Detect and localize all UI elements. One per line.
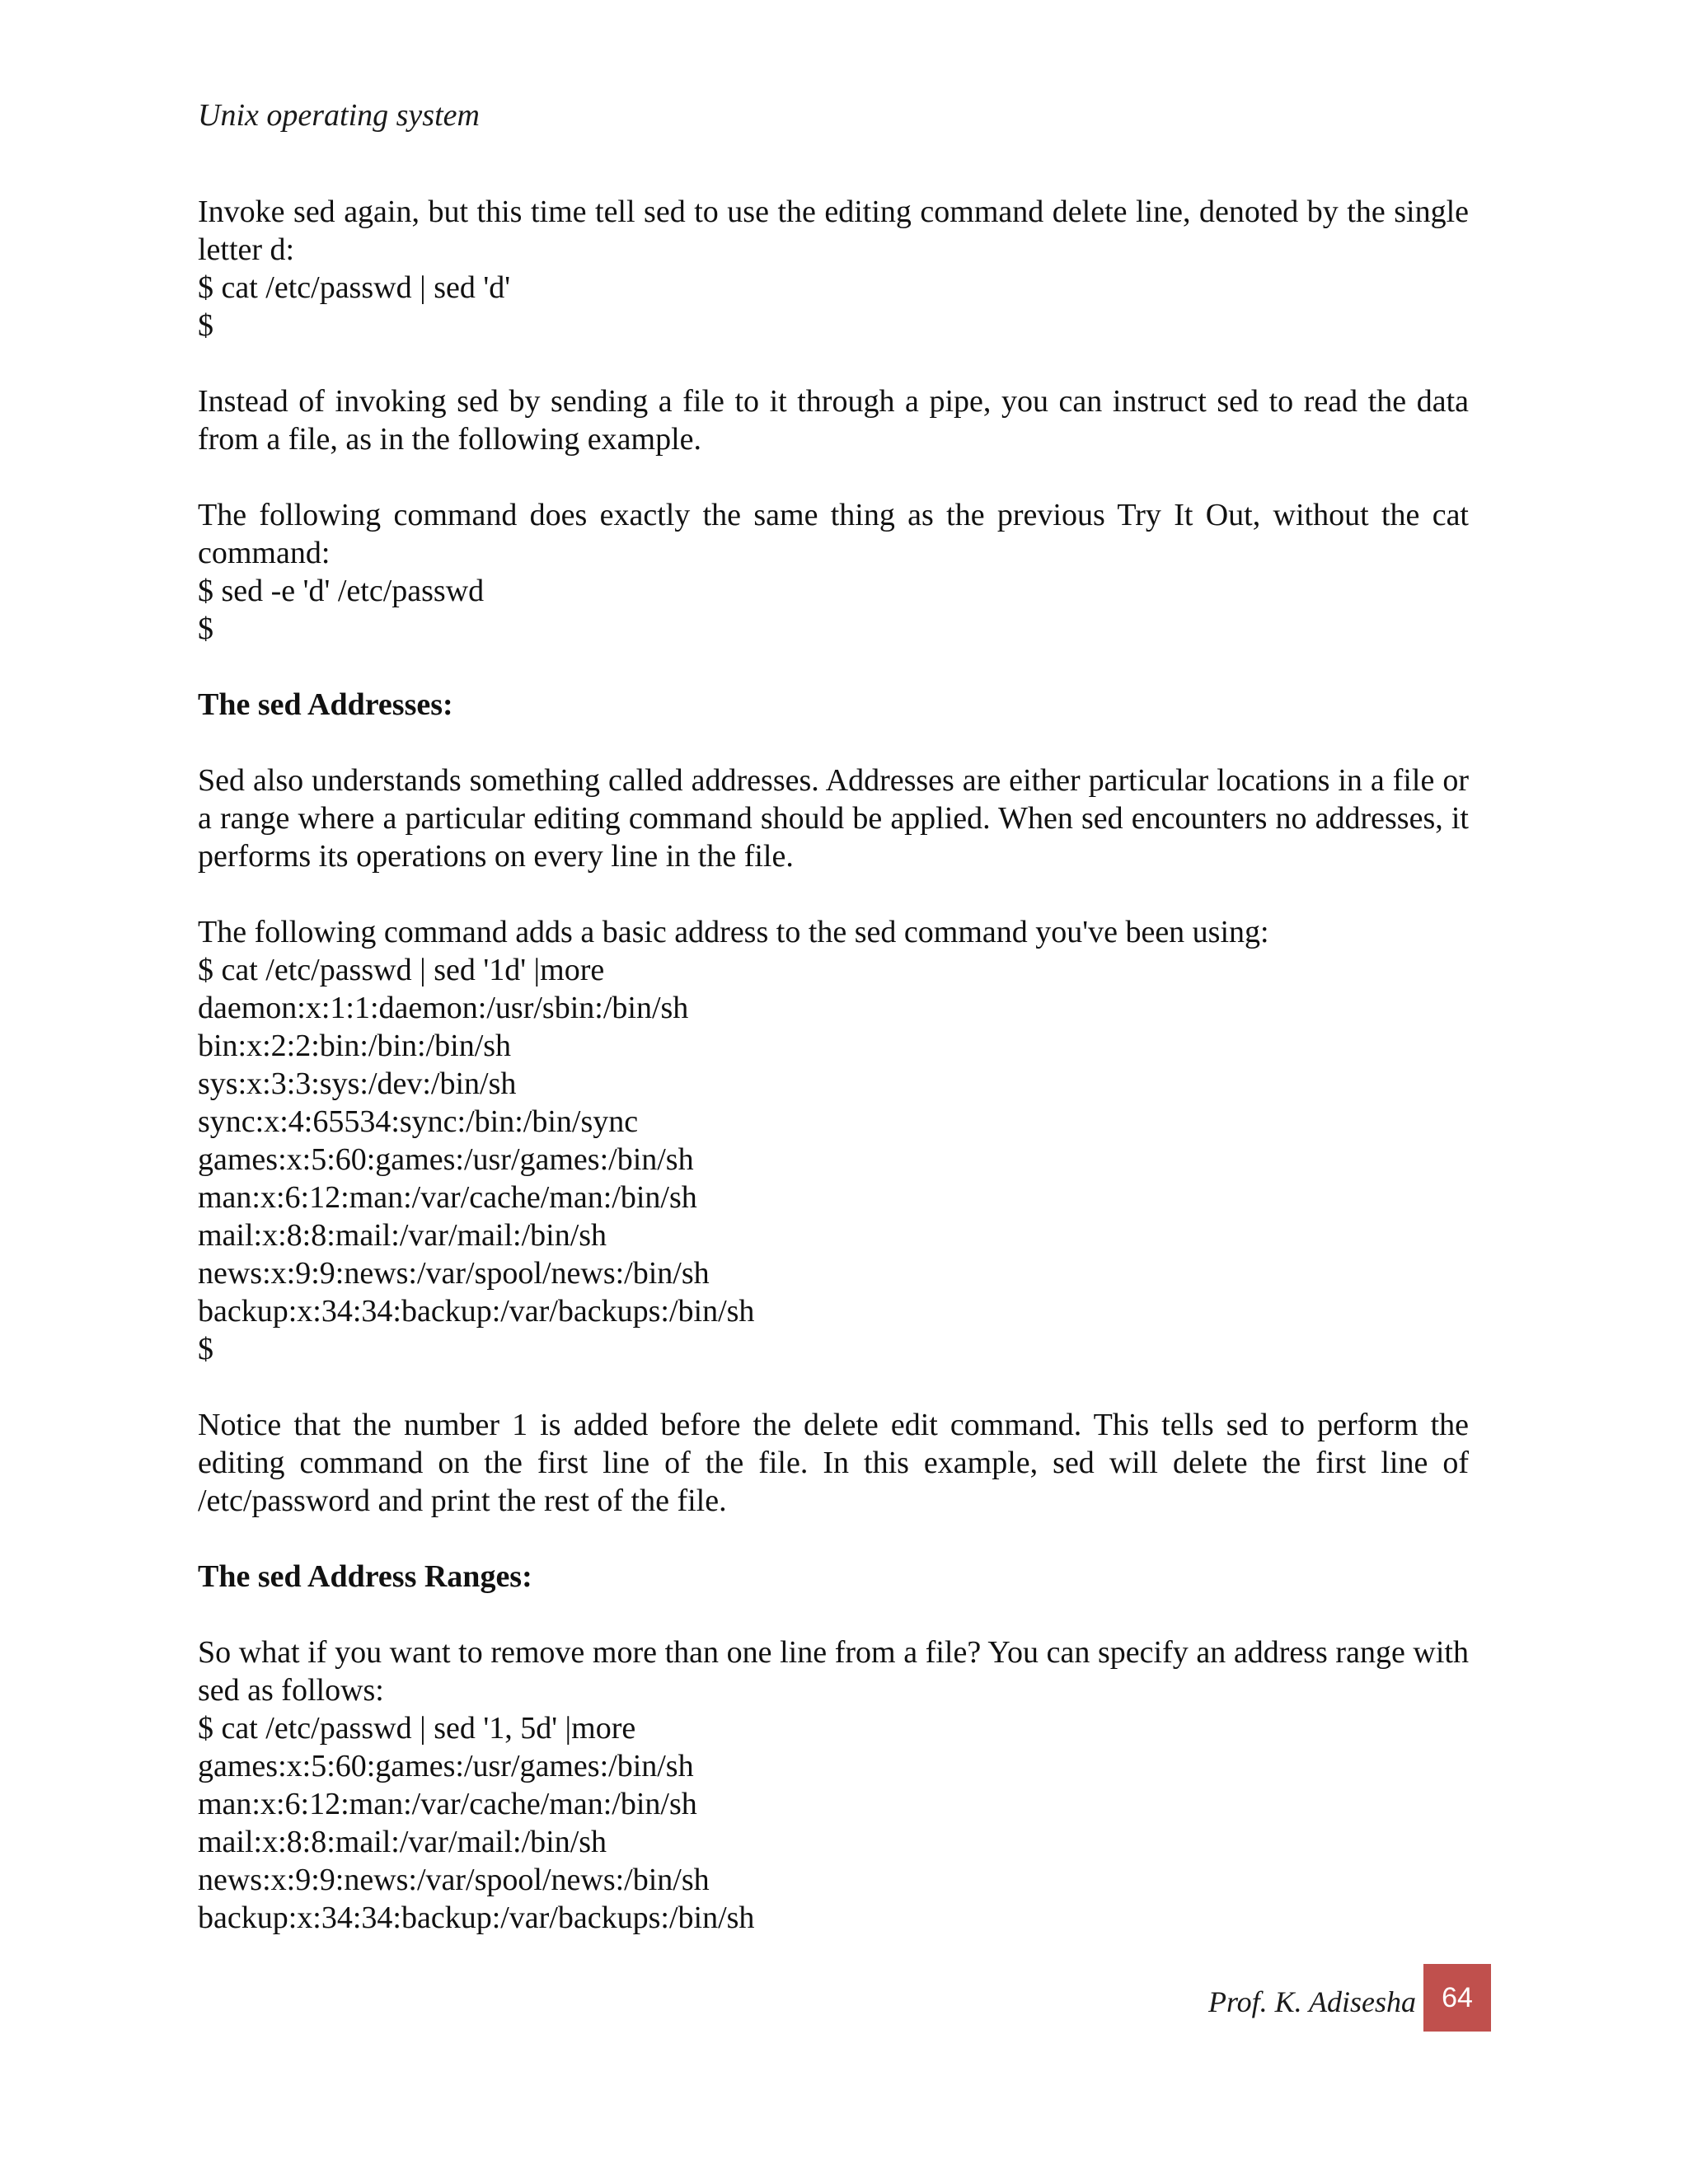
paragraph-delete-intro: Invoke sed again, but this time tell sed to use the editing command delete line, denoted by the single letter d: (198, 194, 1469, 267)
command-sed-e-d: $ sed -e 'd' /etc/passwd (198, 574, 485, 608)
heading-sed-address-ranges: The sed Address Ranges: (198, 1559, 532, 1594)
heading-sed-addresses: The sed Addresses: (198, 687, 453, 722)
spacer (198, 458, 1469, 496)
shell-prompt: $ (198, 308, 213, 343)
output-line: backup:x:34:34:backup:/var/backups:/bin/sh (198, 1900, 755, 1935)
paragraph-number-one: Notice that the number 1 is added before the delete edit command. This tells sed to perform the editing command on the first line of the file. In this example, sed will delete the first line of /etc/password and print the rest of the file. (198, 1408, 1469, 1518)
paragraph-read-from-file: Instead of invoking sed by sending a file to it through a pipe, you can instruct sed to read the data from a file, as in the following example. (198, 384, 1469, 457)
paragraph-address-range: So what if you want to remove more than one line from a file? You can specify an address range with sed as follows: (198, 1635, 1469, 1708)
shell-prompt: $ (198, 612, 213, 646)
paragraph-addresses: Sed also understands something called addresses. Addresses are either particular locations in a file or a range where a particular editing command should be applied. When sed encounters no addresses, it performs its operations on every line in the file. (198, 763, 1469, 874)
command-sed-1-5d: $ cat /etc/passwd | sed '1, 5d' |more (198, 1711, 636, 1746)
output-line: backup:x:34:34:backup:/var/backups:/bin/sh (198, 1294, 755, 1329)
output-line: games:x:5:60:games:/usr/games:/bin/sh (198, 1749, 694, 1783)
command-cat-sed-d: $ cat /etc/passwd | sed 'd' (198, 270, 511, 305)
paragraph-same-command: The following command does exactly the same thing as the previous Try It Out, without the cat command: (198, 498, 1469, 570)
spacer (198, 724, 1469, 762)
output-line: sys:x:3:3:sys:/dev:/bin/sh (198, 1066, 517, 1101)
spacer (198, 875, 1469, 913)
output-line: daemon:x:1:1:daemon:/usr/sbin:/bin/sh (198, 991, 689, 1025)
spacer (198, 344, 1469, 382)
page-number-badge: 64 (1423, 1964, 1491, 2032)
output-line: news:x:9:9:news:/var/spool/news:/bin/sh (198, 1863, 710, 1897)
output-line: bin:x:2:2:bin:/bin:/bin/sh (198, 1029, 512, 1063)
output-line: man:x:6:12:man:/var/cache/man:/bin/sh (198, 1787, 697, 1821)
page-header-title: Unix operating system (198, 98, 480, 133)
output-line: games:x:5:60:games:/usr/games:/bin/sh (198, 1142, 694, 1177)
command-sed-1d: $ cat /etc/passwd | sed '1d' |more (198, 953, 605, 987)
output-line: man:x:6:12:man:/var/cache/man:/bin/sh (198, 1180, 697, 1215)
output-line: news:x:9:9:news:/var/spool/news:/bin/sh (198, 1256, 710, 1291)
footer-author: Prof. K. Adisesha (1207, 1985, 1416, 2018)
spacer (198, 1520, 1469, 1558)
document-body (198, 193, 1469, 1937)
paragraph-basic-address: The following command adds a basic address to the sed command you've been using: (198, 915, 1269, 949)
output-line: sync:x:4:65534:sync:/bin:/bin/sync (198, 1104, 639, 1139)
output-line: mail:x:8:8:mail:/var/mail:/bin/sh (198, 1825, 607, 1859)
spacer (198, 648, 1469, 686)
output-line: mail:x:8:8:mail:/var/mail:/bin/sh (198, 1218, 607, 1253)
spacer (198, 1596, 1469, 1633)
shell-prompt: $ (198, 1332, 213, 1366)
spacer (198, 1368, 1469, 1406)
